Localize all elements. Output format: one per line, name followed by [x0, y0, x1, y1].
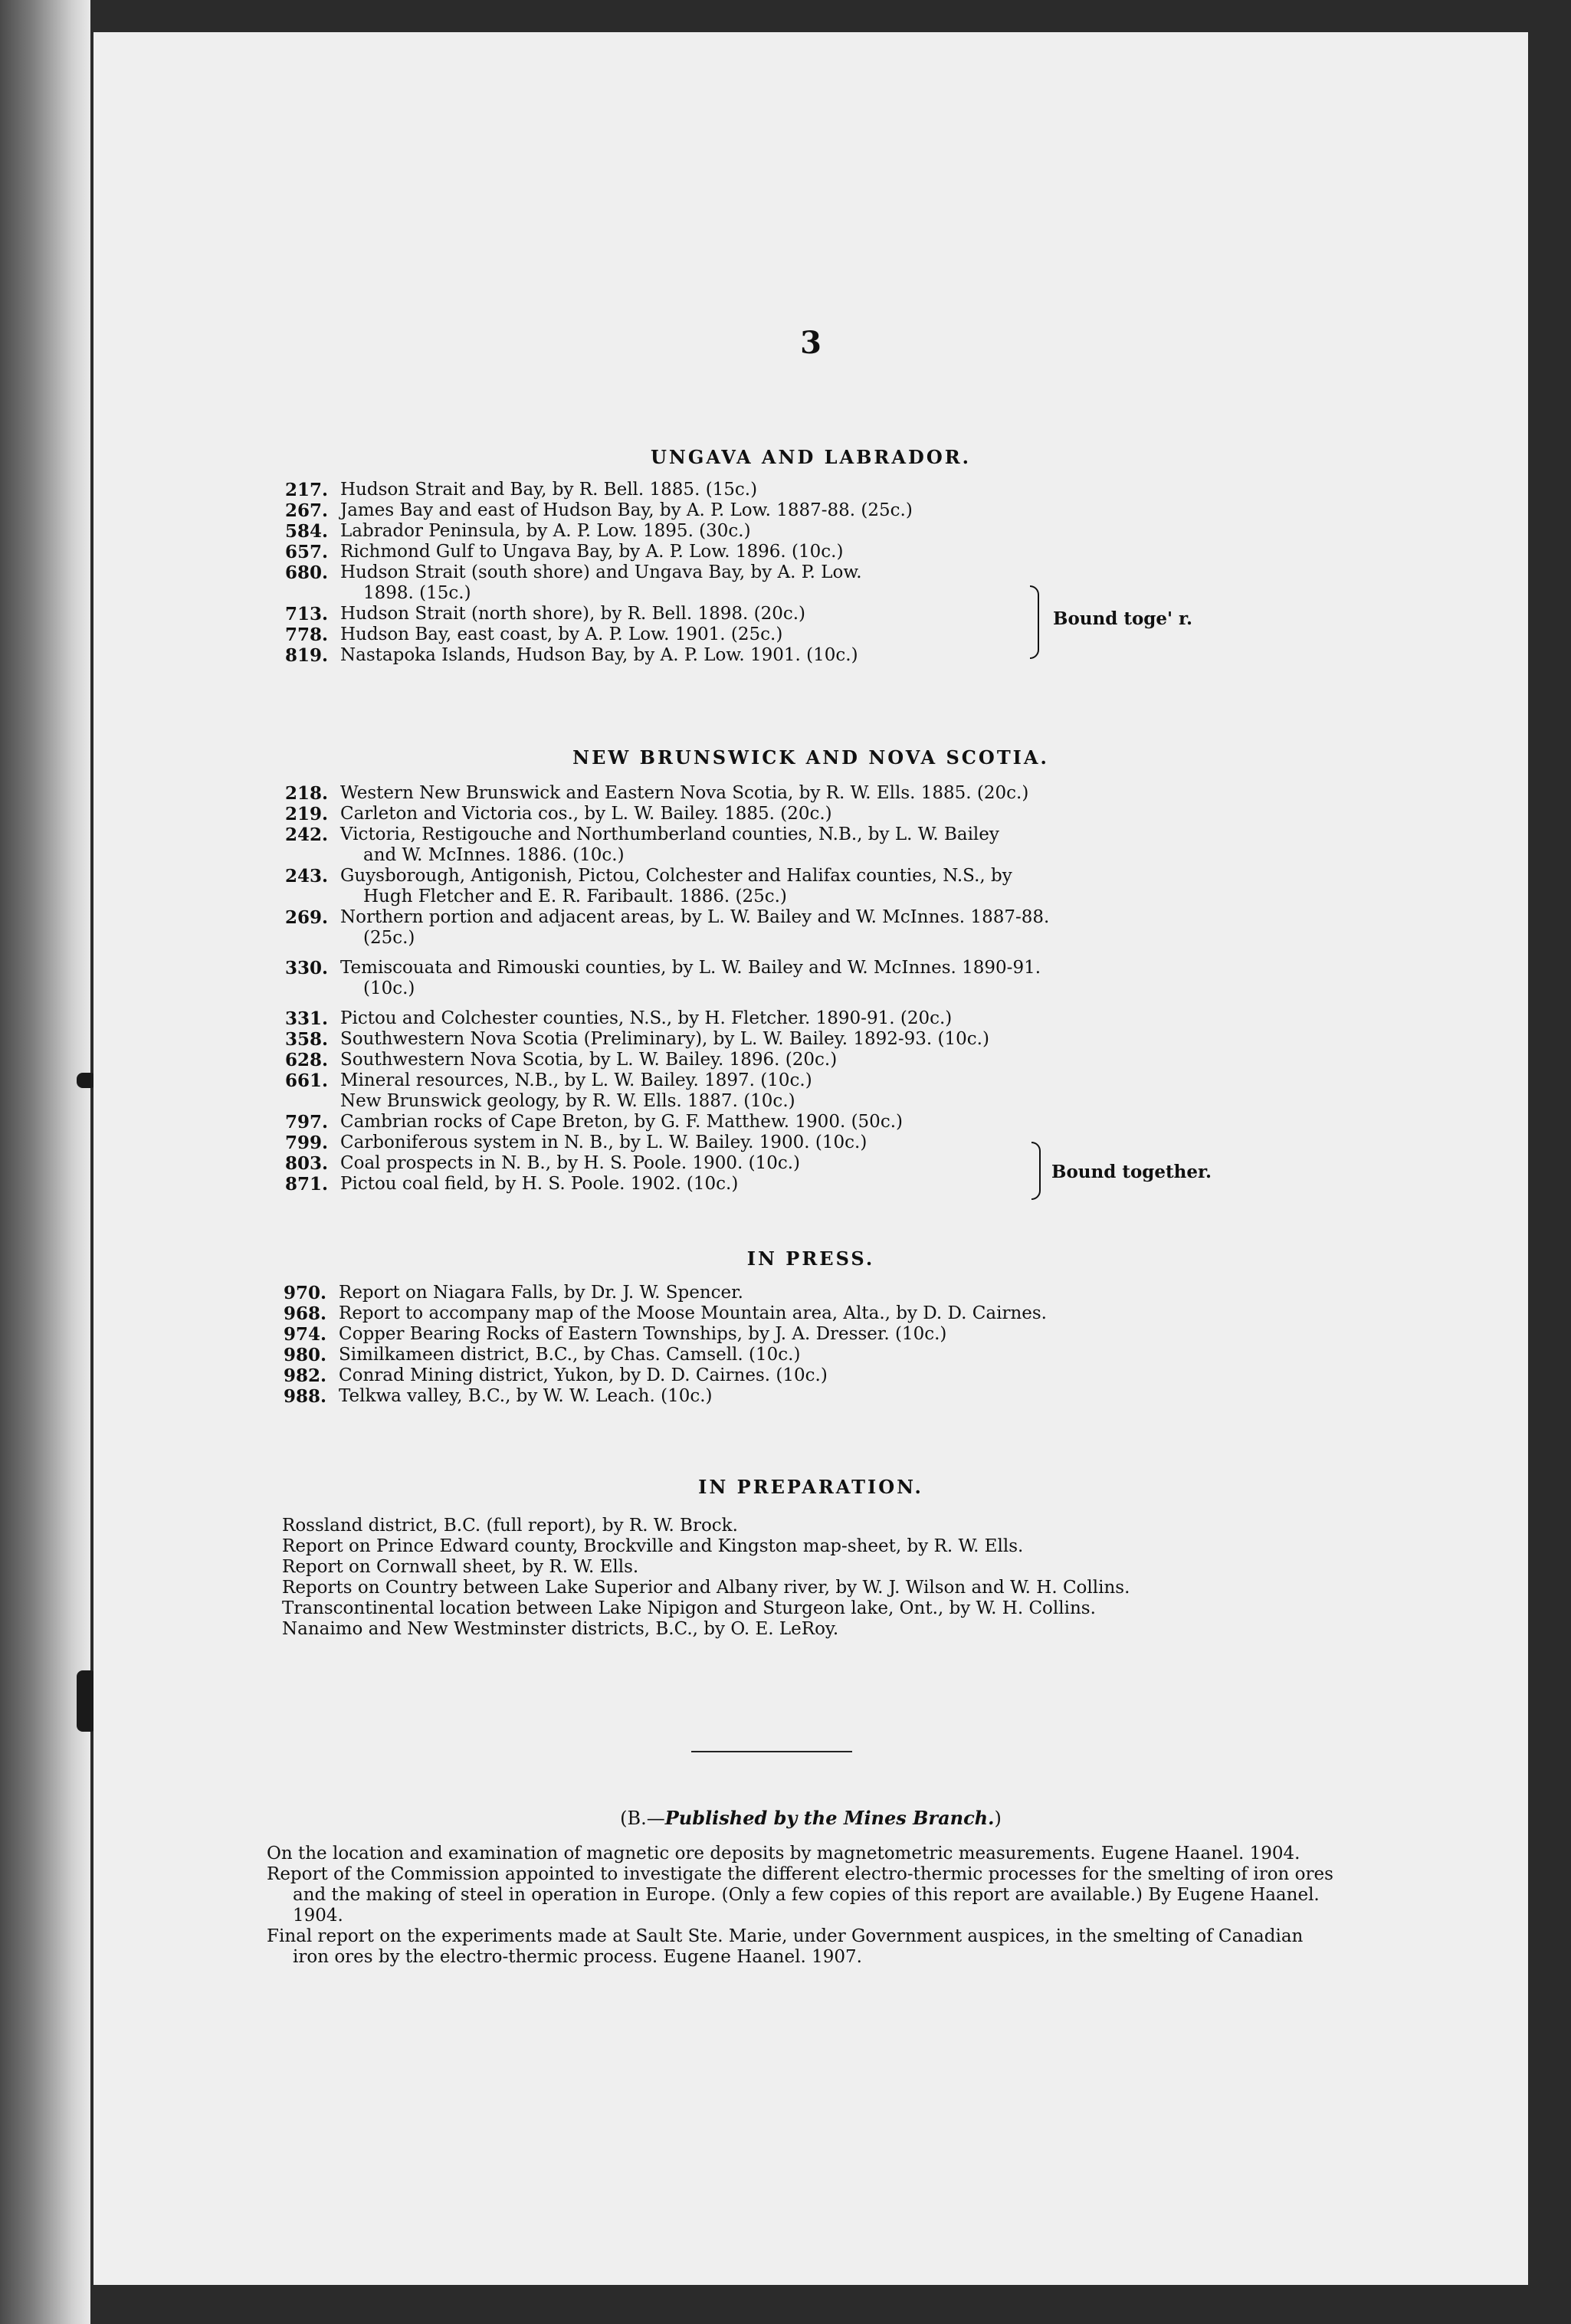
bound-together-brace [1031, 1142, 1041, 1200]
list-item: Report on Prince Edward county, Brockville and Kingston map-sheet, by R. W. Ells. [282, 1536, 1024, 1556]
report-title: Labrador Peninsula, by A. P. Low. 1895. (30c.) [340, 521, 751, 541]
list-item [285, 783, 1343, 804]
list-item: Report on Cornwall sheet, by R. W. Ells. [282, 1557, 639, 1577]
list-item [285, 1029, 1343, 1050]
report-number: 974. [284, 1324, 327, 1345]
report-title-continuation: 1898. (15c.) [363, 583, 471, 603]
report-number: 680. [285, 562, 329, 583]
list-item: Reports on Country between Lake Superior and Albany river, by W. J. Wilson and W. H. Collins. [282, 1578, 1130, 1598]
report-title: New Brunswick geology, by R. W. Ells. 1887. (10c.) [340, 1091, 795, 1111]
in-preparation-entries [282, 1516, 1340, 1640]
nb-ns-entries [285, 783, 1343, 1195]
report-number: 970. [284, 1283, 327, 1303]
section-heading-new-brunswick: NEW BRUNSWICK AND NOVA SCOTIA. [572, 746, 1049, 769]
list-item [285, 866, 1343, 907]
list-item [285, 1050, 1343, 1070]
report-title-continuation: (25c.) [363, 928, 415, 948]
report-title: Copper Bearing Rocks of Eastern Townships, by J. A. Dresser. (10c.) [339, 1324, 947, 1344]
list-item [285, 824, 1343, 866]
report-number: 331. [285, 1008, 329, 1029]
report-title: James Bay and east of Hudson Bay, by A. P. Low. 1887-88. (25c.) [340, 500, 913, 520]
list-item [284, 1386, 1326, 1407]
section-heading-ungava: UNGAVA AND LABRADOR. [650, 446, 972, 468]
list-item [285, 958, 1343, 999]
list-item [285, 1070, 1343, 1091]
report-number: 217. [285, 480, 329, 500]
list-item: On the location and examination of magnetic ore deposits by magnetometric measurements. Eugene Haanel. 1904. [267, 1844, 1300, 1863]
mines-branch-entries [267, 1844, 1340, 1968]
list-item [285, 562, 1281, 604]
report-title: Mineral resources, N.B., by L. W. Bailey. 1897. (10c.) [340, 1070, 812, 1090]
list-item [285, 1091, 1343, 1112]
report-number: 713. [285, 604, 329, 624]
report-number: 968. [284, 1303, 327, 1324]
report-title: Hudson Strait (south shore) and Ungava Bay, by A. P. Low. [340, 562, 862, 582]
list-item: Nanaimo and New Westminster districts, B.C., by O. E. LeRoy. [282, 1619, 839, 1639]
report-number: 218. [285, 783, 329, 804]
section-heading-mines-branch: (B.—Published by the Mines Branch.) [620, 1807, 1002, 1829]
page-number: 3 [800, 325, 822, 361]
report-title: Victoria, Restigouche and Northumberland counties, N.B., by L. W. Bailey [340, 824, 999, 844]
report-title: Carleton and Victoria cos., by L. W. Bailey. 1885. (20c.) [340, 804, 832, 824]
report-number: 657. [285, 542, 329, 562]
report-title: Similkameen district, B.C., by Chas. Camsell. (10c.) [339, 1345, 801, 1365]
list-item: Final report on the experiments made at Sault Ste. Marie, under Government auspices, in the smelting of Canadian iron ores by the electro-thermic process. Eugene Haanel. 1907. [267, 1926, 1304, 1967]
list-item [285, 804, 1343, 824]
list-item [285, 1112, 1343, 1132]
report-number: 982. [284, 1365, 327, 1386]
report-number: 269. [285, 907, 329, 928]
bound-together-brace [1030, 585, 1039, 659]
report-number: 871. [285, 1174, 329, 1195]
section-divider [691, 1751, 852, 1752]
report-number: 242. [285, 824, 329, 845]
report-number: 803. [285, 1153, 329, 1174]
bound-together-label: Bound together. [1051, 1162, 1212, 1182]
report-title: Temiscouata and Rimouski counties, by L. W. Bailey and W. McInnes. 1890-91. [340, 958, 1041, 978]
list-item [285, 480, 1281, 500]
report-title: Western New Brunswick and Eastern Nova Scotia, by R. W. Ells. 1885. (20c.) [340, 783, 1029, 803]
report-title: Southwestern Nova Scotia (Preliminary), by L. W. Bailey. 1892-93. (10c.) [340, 1029, 989, 1049]
report-number: 628. [285, 1050, 329, 1070]
report-number: 358. [285, 1029, 329, 1050]
report-title: Telkwa valley, B.C., by W. W. Leach. (10c.) [339, 1386, 713, 1406]
section-heading-in-press: IN PRESS. [746, 1247, 875, 1270]
list-item [285, 645, 1281, 666]
report-title: Coal prospects in N. B., by H. S. Poole. 1900. (10c.) [340, 1153, 801, 1173]
report-number: 243. [285, 866, 329, 887]
report-title: Guysborough, Antigonish, Pictou, Colchester and Halifax counties, N.S., by [340, 866, 1012, 886]
report-number: 980. [284, 1345, 327, 1365]
report-number: 584. [285, 521, 329, 542]
report-title: Pictou coal field, by H. S. Poole. 1902. (10c.) [340, 1174, 739, 1194]
list-item [284, 1324, 1326, 1345]
report-title-continuation: Hugh Fletcher and E. R. Faribault. 1886. (25c.) [363, 887, 787, 906]
report-title: Nastapoka Islands, Hudson Bay, by A. P. Low. 1901. (10c.) [340, 645, 858, 665]
list-item [285, 542, 1281, 562]
list-item [285, 907, 1343, 949]
document-page [93, 32, 1528, 2285]
report-number: 330. [285, 958, 329, 978]
list-item [284, 1365, 1326, 1386]
report-title: Richmond Gulf to Ungava Bay, by A. P. Low. 1896. (10c.) [340, 542, 844, 562]
section-heading-in-preparation: IN PREPARATION. [698, 1476, 923, 1498]
list-item [284, 1283, 1326, 1303]
report-title: Carboniferous system in N. B., by L. W. Bailey. 1900. (10c.) [340, 1132, 867, 1152]
report-title: Report on Niagara Falls, by Dr. J. W. Spencer. [339, 1283, 743, 1303]
report-title: Cambrian rocks of Cape Breton, by G. F. Matthew. 1900. (50c.) [340, 1112, 903, 1132]
list-item [285, 1132, 1343, 1153]
report-title: Hudson Strait (north shore), by R. Bell. 1898. (20c.) [340, 604, 806, 624]
report-number: 819. [285, 645, 329, 666]
report-number: 778. [285, 624, 329, 645]
report-title: Pictou and Colchester counties, N.S., by H. Fletcher. 1890-91. (20c.) [340, 1008, 953, 1028]
list-item: Transcontinental location between Lake Nipigon and Sturgeon lake, Ont., by W. H. Collins. [282, 1598, 1096, 1618]
list-item [284, 1303, 1326, 1324]
list-item: Report of the Commission appointed to investigate the different electro-thermic processes for the smelting of iron ores and the making of steel in operation in Europe. (Only a few copies of this report are available.) By Eugene Haanel. 1904. [267, 1864, 1333, 1926]
list-item: Rossland district, B.C. (full report), by R. W. Brock. [282, 1516, 738, 1536]
list-item [284, 1345, 1326, 1365]
scan-left-margin [0, 0, 90, 2324]
report-number: 799. [285, 1132, 329, 1153]
report-title: Hudson Strait and Bay, by R. Bell. 1885. (15c.) [340, 480, 758, 500]
report-title: Hudson Bay, east coast, by A. P. Low. 1901. (25c.) [340, 624, 783, 644]
report-number: 797. [285, 1112, 329, 1132]
report-title: Northern portion and adjacent areas, by L. W. Bailey and W. McInnes. 1887-88. [340, 907, 1050, 927]
ungava-entries [285, 480, 1281, 666]
list-item [285, 1008, 1343, 1029]
list-item [285, 500, 1281, 521]
report-title-continuation: (10c.) [363, 978, 415, 998]
report-number: 988. [284, 1386, 327, 1407]
report-number: 267. [285, 500, 329, 521]
list-item [285, 521, 1281, 542]
report-number: 661. [285, 1070, 329, 1091]
report-number: 219. [285, 804, 329, 824]
in-press-entries [284, 1283, 1326, 1407]
report-title: Conrad Mining district, Yukon, by D. D. Cairnes. (10c.) [339, 1365, 828, 1385]
bound-together-label: Bound toge' r. [1053, 608, 1193, 629]
report-title: Report to accompany map of the Moose Mountain area, Alta., by D. D. Cairnes. [339, 1303, 1047, 1323]
report-title-continuation: and W. McInnes. 1886. (10c.) [363, 845, 625, 865]
report-title: Southwestern Nova Scotia, by L. W. Bailey. 1896. (20c.) [340, 1050, 838, 1070]
